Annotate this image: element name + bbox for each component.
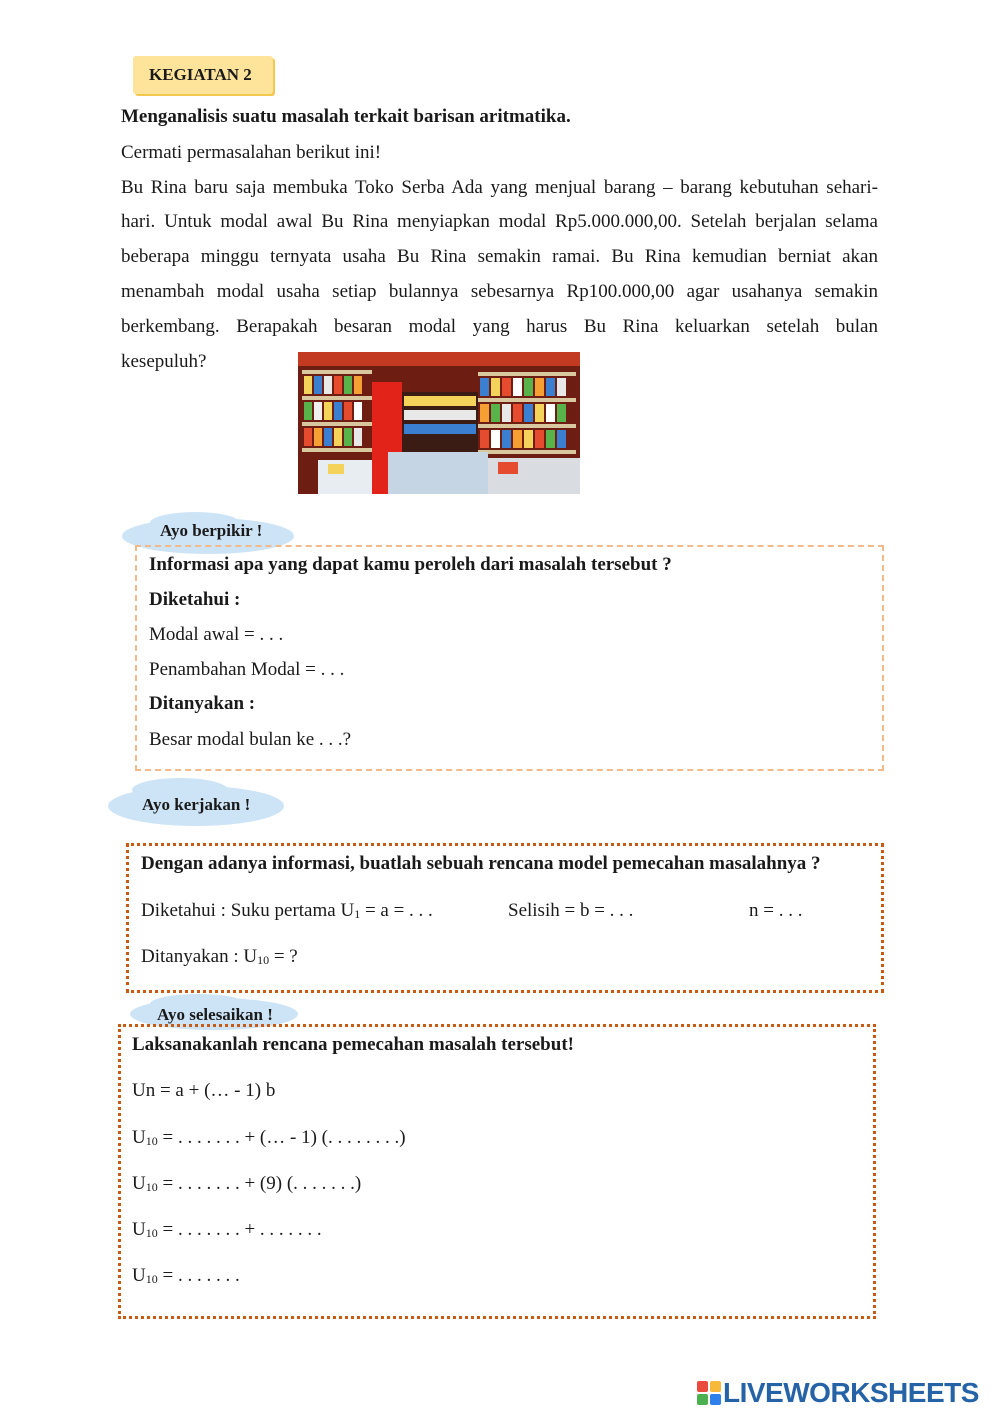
asked-label: Ditanyakan : — [149, 693, 256, 714]
liveworksheets-logo — [697, 1377, 979, 1409]
step-2-field[interactable]: $U_{10}$ = . . . . . . . + (9) (. . . . . . .) — [132, 1173, 362, 1194]
section-label: Ayo berpikir ! — [160, 521, 263, 540]
difference-field[interactable]: Selisih = b = . . . — [508, 900, 634, 921]
activity-heading: Menganalisis suatu masalah terkait barisan aritmatika. — [121, 106, 571, 127]
step-3-field[interactable]: $U_{10}$ = . . . . . . . + . . . . . . . — [132, 1219, 322, 1240]
capital-increase-field[interactable]: Penambahan Modal = . . . — [149, 659, 345, 680]
first-term-field[interactable]: Diketahui : Suku pertama $U_1 = a$ = . . . — [141, 900, 433, 921]
known-label: Diketahui : — [149, 589, 241, 610]
problem-line: kesepuluh? — [121, 351, 207, 372]
section-label: Ayo kerjakan ! — [142, 795, 251, 814]
section-label: Ayo selesaikan ! — [157, 1005, 273, 1024]
asked-text: Ditanyakan : $U_{10}$ = ? — [141, 946, 298, 967]
activity-badge: KEGIATAN 2 — [133, 56, 273, 94]
step-1-field[interactable]: $U_{10}$ = . . . . . . . + (… - 1) (. . . . . . . .) — [132, 1127, 406, 1148]
instruction-text: Cermati permasalahan berikut ini! — [121, 142, 382, 163]
problem-line: menambah modal usaha setiap bulannya sebesarnya Rp100.000,00 agar usahanya semakin — [121, 281, 878, 302]
month-field[interactable]: Besar modal bulan ke . . .? — [149, 729, 352, 750]
store-photo — [298, 352, 580, 494]
formula-text: Un = a + (… - 1) b — [132, 1080, 276, 1101]
problem-line: Bu Rina baru saja membuka Toko Serba Ada yang menjual barang – barang kebutuhan sehari- — [121, 177, 878, 198]
box-question: Informasi apa yang dapat kamu peroleh dari masalah tersebut ? — [149, 554, 672, 575]
liveworksheets-wordmark: LIVEWORKSHEETS — [723, 1377, 979, 1408]
step-4-field[interactable]: $U_{10}$ = . . . . . . . — [132, 1265, 240, 1286]
initial-capital-field[interactable]: Modal awal = . . . — [149, 624, 284, 645]
problem-line: hari. Untuk modal awal Bu Rina menyiapkan modal Rp5.000.000,00. Setelah berjalan selama — [121, 211, 878, 232]
box-question: Laksanakanlah rencana pemecahan masalah tersebut! — [132, 1034, 574, 1055]
liveworksheets-icon — [697, 1381, 721, 1405]
problem-line: beberapa minggu ternyata usaha Bu Rina semakin ramai. Bu Rina kemudian berniat akan — [121, 246, 878, 267]
box-question: Dengan adanya informasi, buatlah sebuah rencana model pemecahan masalahnya ? — [141, 853, 821, 874]
problem-line: berkembang. Berapakah besaran modal yang harus Bu Rina keluarkan setelah bulan — [121, 316, 878, 337]
n-field[interactable]: n = . . . — [749, 900, 803, 921]
